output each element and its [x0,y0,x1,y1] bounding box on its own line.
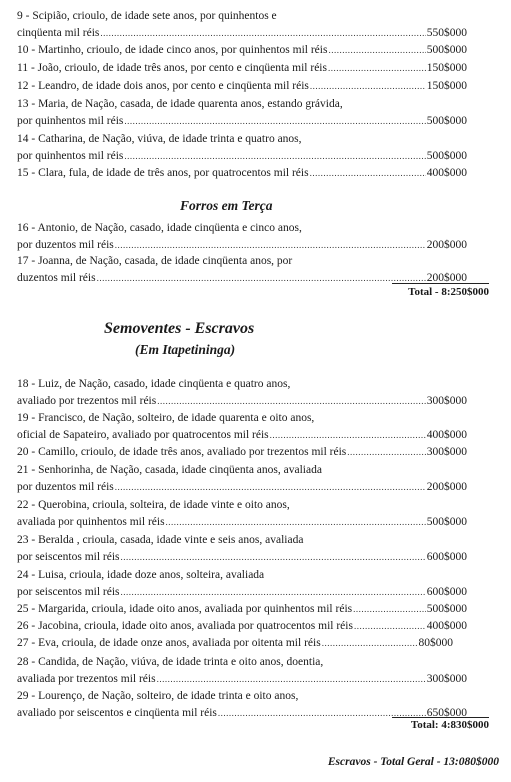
entry-25 [17,602,467,616]
entry-12-value: 150$000 [426,80,467,92]
entry-20-text: 20 - Camillo, crioulo, de idade três anos, avaliado por trezentos mil réis [17,446,347,458]
entry-15-value: 400$000 [426,167,467,179]
entry-25-value: 500$000 [426,603,467,615]
entry-22 [17,515,467,529]
entry-25-text: 25 - Margarida, crioula, idade oito anos, avaliada por quinhentos mil réis [17,603,353,615]
entry-12 [17,79,467,93]
entry-28-line-1: 28 - Candida, de Nação, viúva, de idade trinta e oito anos, doentia, [17,656,324,668]
total-rule [392,283,489,284]
entry-14-line-2: por quinhentos mil réis [17,150,124,162]
entry-18-value: 300$000 [426,395,467,407]
entry-10-text: 10 - Martinho, crioulo, de idade cinco anos, por quinhentos mil réis [17,44,328,56]
entry-21-line-1: 21 - Senhorinha, de Nação, casada, idade cinqüenta anos, avaliada [17,464,322,476]
leader-dots [124,149,425,163]
entry-19 [17,428,467,442]
leader-dots [100,26,425,40]
entry-14 [17,149,467,163]
leader-dots [322,636,418,650]
entry-22-value: 500$000 [426,516,467,528]
section-total-forros: Total - 8:250$000 [408,286,489,298]
entry-20-value: 300$000 [426,446,467,458]
entry-16-line-2: por duzentos mil réis [17,239,114,251]
entry-24-line-1: 24 - Luisa, crioula, idade doze anos, solteira, avaliada [17,569,265,581]
section-heading-forros: Forros em Terça [180,198,273,213]
section-total-semoventes: Total: 4:830$000 [410,719,489,731]
entry-11-value: 150$000 [426,62,467,74]
entry-16-value: 200$000 [426,239,467,251]
entry-23 [17,550,467,564]
entry-16 [17,238,467,252]
entry-14-value: 500$000 [426,150,467,162]
entry-10 [17,43,467,57]
leader-dots [97,271,426,285]
entry-26-text: 26 - Jacobina, crioula, idade oito anos, avaliada por quatrocentos mil réis [17,620,353,632]
leader-dots [121,585,426,599]
entry-13-line-2: por quinhentos mil réis [17,115,124,127]
entry-21-line-2: por duzentos mil réis [17,481,114,493]
grand-total: Escravos - Total Geral - 13:080$000 [327,756,499,768]
leader-dots [115,480,426,494]
entry-11-text: 11 - João, crioulo, de idade três anos, por cento e cinqüenta mil réis [17,62,327,74]
entry-9-value: 550$000 [426,27,467,39]
entry-19-line-2: oficial de Sapateiro, avaliado por quatrocentos mil réis [17,429,269,441]
entry-26 [17,619,467,633]
leader-dots [310,166,426,180]
entry-26-value: 400$000 [426,620,467,632]
leader-dots [166,515,426,529]
entry-24-value: 600$000 [426,586,467,598]
leader-dots [310,79,426,93]
section-subheading-location: (Em Itapetininga) [135,342,236,357]
entry-19-value: 400$000 [426,429,467,441]
entry-9 [17,26,467,40]
entry-15-text: 15 - Clara, fula, de idade de três anos, por quatrocentos mil réis [17,167,309,179]
entry-10-value: 500$000 [426,44,467,56]
entry-21-value: 200$000 [426,481,467,493]
entry-9-line-2: cinqüenta mil réis [17,27,100,39]
leader-dots [353,602,426,616]
leader-dots [157,394,426,408]
entry-17-line-1: 17 - Joanna, de Nação, casada, de idade cinqüenta anos, por [17,255,293,267]
entry-27 [17,636,467,650]
entry-16-line-1: 16 - Antonio, de Nação, casado, idade cinqüenta e cinco anos, [17,222,302,234]
entry-14-line-1: 14 - Catharina, de Nação, viúva, de idade trinta e quatro anos, [17,133,302,145]
entry-13-line-1: 13 - Maria, de Nação, casada, de idade quarenta anos, estando grávida, [17,98,343,110]
entry-23-line-2: por seiscentos mil réis [17,551,120,563]
entry-9-line-1: 9 - Scipião, crioulo, de idade sete anos, por quinhentos e [17,10,277,22]
total-rule [392,717,489,718]
entry-23-value: 600$000 [426,551,467,563]
entry-21 [17,480,467,494]
entry-13-value: 500$000 [426,115,467,127]
entry-24 [17,585,467,599]
leader-dots [347,445,425,459]
entry-19-line-1: 19 - Francisco, de Nação, solteiro, de idade quarenta e oito anos, [17,412,315,424]
leader-dots [328,61,426,75]
entry-22-line-1: 22 - Querobina, crioula, solteira, de idade vinte e oito anos, [17,499,290,511]
entry-17-line-2: duzentos mil réis [17,272,96,284]
entry-15 [17,166,467,180]
entry-17-value: 200$000 [426,272,467,284]
entry-22-line-2: avaliada por quinhentos mil réis [17,516,165,528]
leader-dots [157,672,426,686]
entry-20 [17,445,467,459]
entry-11 [17,61,467,75]
entry-28-value: 300$000 [426,673,467,685]
entry-28 [17,672,467,686]
entry-18-line-1: 18 - Luiz, de Nação, casado, idade cinqüenta e quatro anos, [17,378,291,390]
entry-27-value: 80$000 [418,637,453,649]
leader-dots [115,238,426,252]
entry-18 [17,394,467,408]
leader-dots [124,114,425,128]
entry-28-line-2: avaliada por trezentos mil réis [17,673,156,685]
entry-13 [17,114,467,128]
entry-24-line-2: por seiscentos mil réis [17,586,120,598]
entry-29-line-1: 29 - Lourenço, de Nação, solteiro, de idade trinta e oito anos, [17,690,299,702]
section-heading-semoventes: Semoventes - Escravos [104,320,255,337]
leader-dots [121,550,426,564]
entry-29-line-2: avaliado por seiscentos e cinqüenta mil réis [17,707,217,719]
entry-23-line-1: 23 - Beralda , crioula, casada, idade vinte e seis anos, avaliada [17,534,304,546]
leader-dots [354,619,426,633]
leader-dots [328,43,425,57]
entry-29-value: 650$000 [426,707,467,719]
entry-18-line-2: avaliado por trezentos mil réis [17,395,157,407]
leader-dots [270,428,426,442]
entry-12-text: 12 - Leandro, de idade dois anos, por cento e cinqüenta mil réis [17,80,309,92]
entry-27-text: 27 - Eva, crioula, de idade onze anos, avaliada por oitenta mil réis [17,637,321,649]
